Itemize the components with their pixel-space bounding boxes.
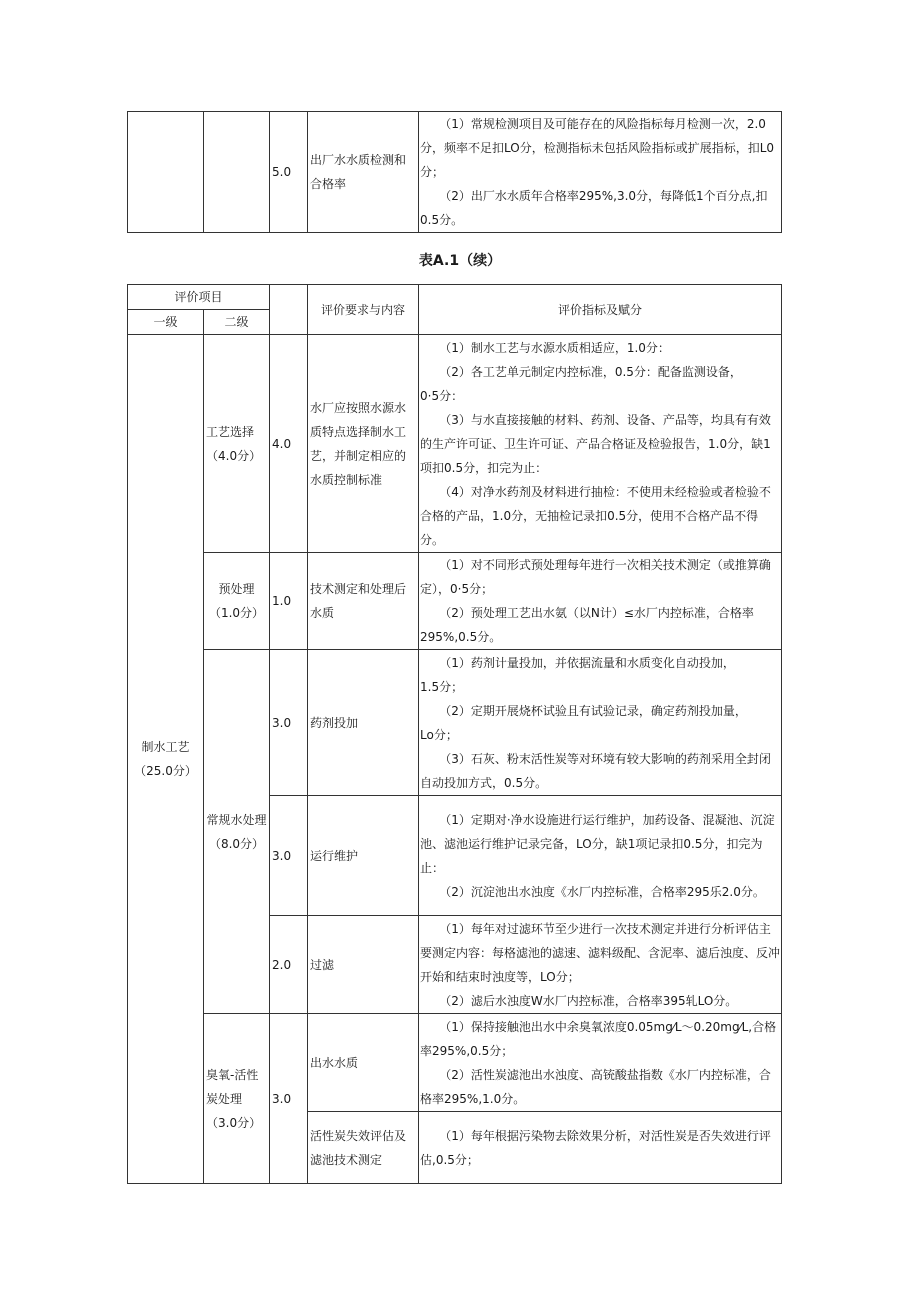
table-row xyxy=(128,650,782,796)
criteria-line: （1）对不同形式预处理每年进行一次相关技术测定（或推算确定），0·5分； xyxy=(420,558,771,596)
criteria-line: （2）出厂水水质年合格率295%,3.0分，每降低1个百分点,扣0.5分。 xyxy=(420,189,768,227)
score-cell: 4.0 xyxy=(270,335,308,553)
criteria-line: （2）滤后水浊度W水厂内控标准，合格率395轧LO分。 xyxy=(439,993,738,1008)
criteria-line: （2）预处理工艺出水氨（以N计）≤水厂内控标准，合格率295%,0.5分。 xyxy=(420,606,754,644)
header-criteria: 评价指标及赋分 xyxy=(419,285,782,335)
score-cell: 2.0 xyxy=(270,916,308,1014)
criteria-line: （1）常规检测项目及可能存在的风险指标每月检测一次，2.0分，频率不足扣LO分，检测指标未包括风险指标或扩展指标，扣L0分； xyxy=(420,117,775,179)
criteria-cell xyxy=(419,796,782,916)
level2-label: 常规水处理（8.0分） xyxy=(204,650,270,1014)
evaluation-table xyxy=(127,284,782,1184)
level1-cell xyxy=(128,112,204,233)
header-level1: 一级 xyxy=(128,310,204,335)
header-level2: 二级 xyxy=(204,310,270,335)
criteria-line: （2）各工艺单元制定内控标准，0.5分：配备监测设备， xyxy=(439,364,742,379)
criteria-line: 0·5分： xyxy=(420,388,464,403)
criteria-cell xyxy=(419,335,782,553)
criteria-line: （1）每年根据污染物去除效果分析，对活性炭是否失效进行评估,0.5分； xyxy=(420,1128,771,1167)
header-score xyxy=(270,285,308,335)
score-cell: 3.0 xyxy=(270,650,308,796)
criteria-line: （1）定期对·净水设施进行运行维护，加药设备、混凝池、沉淀池、滤池运行维护记录完备，LO分，缺1项记录扣0.5分，扣完为止： xyxy=(420,812,775,875)
header-item: 评价项目 xyxy=(128,285,270,310)
level2-label: 预处理（1.0分） xyxy=(204,553,270,650)
criteria-cell xyxy=(419,112,782,233)
requirement-cell: 活性炭失效评估及滤池技术测定 xyxy=(308,1112,419,1184)
criteria-line: （1）药剂计量投加，并依据流量和水质变化自动投加， xyxy=(439,655,735,670)
level1-label: 制水工艺（25.0分） xyxy=(128,335,204,1184)
header-requirement: 评价要求与内容 xyxy=(308,285,419,335)
level2-label: 臭氧-活性炭处理（3.0分） xyxy=(204,1014,270,1184)
criteria-cell xyxy=(419,1014,782,1112)
requirement-cell: 药剂投加 xyxy=(308,650,419,796)
score-cell: 3.0 xyxy=(270,1014,308,1184)
score-cell: 5.0 xyxy=(270,112,308,233)
criteria-line: （3）石灰、粉末活性炭等对环境有较大影响的药剂采用全封闭自动投加方式，0.5分。 xyxy=(420,751,771,790)
table-row xyxy=(128,112,782,233)
score-cell: 1.0 xyxy=(270,553,308,650)
criteria-line: Lo分； xyxy=(420,727,458,742)
criteria-line: （3）与水直接接触的材料、药剂、设备、产品等，均具有有效的生产许可证、卫生许可证、产品合格证及检验报告，1.0分，缺1项扣0.5分，扣完为止： xyxy=(420,412,771,475)
criteria-line: （2）活性炭滤池出水浊度、高铳酸盐指数《水厂内控标准，合格率295%,1.0分。 xyxy=(420,1067,771,1106)
criteria-cell xyxy=(419,916,782,1014)
criteria-line: （1）每年对过滤环节至少进行一次技术测定并进行分析评估主要测定内容：每格滤池的滤速、滤料级配、含泥率、滤后浊度、反冲开始和结束时浊度等，LO分； xyxy=(420,921,781,984)
requirement-cell: 水厂应按照水源水质特点选择制水工艺，并制定相应的水质控制标准 xyxy=(308,335,419,553)
table-row xyxy=(128,335,782,553)
requirement-cell: 技术测定和处理后水质 xyxy=(308,553,419,650)
requirement-cell: 出厂水水质检测和合格率 xyxy=(308,112,419,233)
level2-label: 工艺选择（4.0分） xyxy=(204,335,270,553)
table-row xyxy=(128,1014,782,1112)
table-caption: 表A.1（续） xyxy=(418,253,502,269)
score-cell: 3.0 xyxy=(270,796,308,916)
level2-cell xyxy=(204,112,270,233)
criteria-line: 1.5分； xyxy=(420,679,464,694)
criteria-line: （2）定期开展烧杯试验且有试验记录，确定药剂投加量， xyxy=(439,703,747,718)
criteria-line: （1）保持接触池出水中余臭氧浓度0.05mg⁄L～0.20mg⁄L,合格率295%,0.5分； xyxy=(420,1019,777,1058)
requirement-cell: 出水水质 xyxy=(308,1014,419,1112)
table-row xyxy=(128,553,782,650)
top-table-fragment xyxy=(127,111,782,233)
criteria-cell xyxy=(419,1112,782,1184)
criteria-line: （2）沉淀池出水浊度《水厂内控标准，合格率295乐2.0分。 xyxy=(439,884,765,899)
criteria-line: （1）制水工艺与水源水质相适应，1.0分： xyxy=(439,340,670,355)
criteria-cell xyxy=(419,553,782,650)
criteria-line: （4）对净水药剂及材料进行抽检：不使用未经检验或者检验不合格的产品，1.0分，无抽检记录扣0.5分，使用不合格产品不得分。 xyxy=(420,484,771,547)
header-row xyxy=(128,285,782,310)
criteria-cell xyxy=(419,650,782,796)
requirement-cell: 运行维护 xyxy=(308,796,419,916)
requirement-cell: 过滤 xyxy=(308,916,419,1014)
